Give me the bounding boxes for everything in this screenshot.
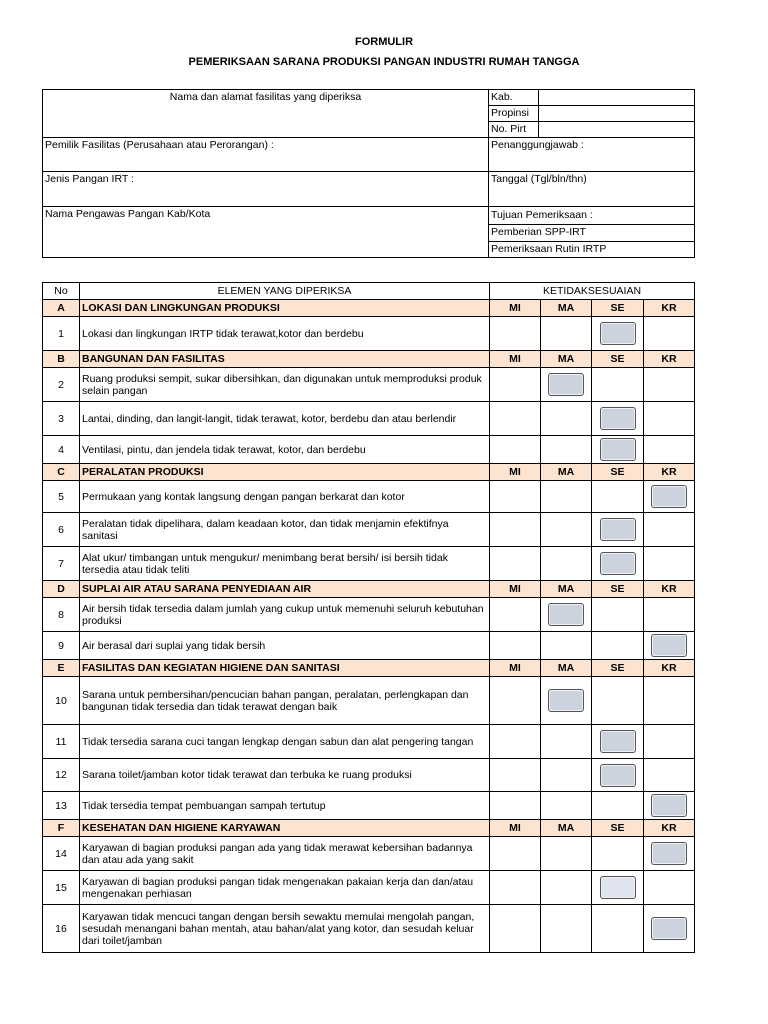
checklist-row [43, 905, 695, 953]
level-header-mi: MI [490, 820, 541, 837]
section-header-row [43, 351, 695, 368]
mark-cell-ma[interactable] [541, 871, 592, 905]
section-title: BANGUNAN DAN FASILITAS [80, 351, 490, 368]
level-header-ma: MA [541, 820, 592, 837]
mark-cell-se[interactable] [592, 677, 644, 725]
mark-cell-mi[interactable] [490, 725, 541, 759]
mark-cell-se[interactable] [592, 513, 644, 547]
item-description: Karyawan di bagian produksi pangan ada yang tidak merawat kebersihan badannya dan atau ada yang sakit [80, 837, 490, 871]
checked-box-icon[interactable] [651, 634, 687, 657]
mark-cell-kr[interactable] [644, 871, 695, 905]
checklist-row [43, 725, 695, 759]
checked-box-icon[interactable] [600, 764, 636, 787]
item-number: 15 [43, 871, 80, 905]
mark-cell-mi[interactable] [490, 513, 541, 547]
col-nonconformity-header: KETIDAKSESUAIAN [490, 283, 695, 300]
checklist-row [43, 481, 695, 513]
mark-cell-ma[interactable] [541, 725, 592, 759]
item-number: 10 [43, 677, 80, 725]
item-description: Lantai, dinding, dan langit-langit, tidak terawat, kotor, berdebu dan atau berlendir [80, 402, 490, 436]
level-header-kr: KR [644, 820, 695, 837]
propinsi-label: Propinsi [489, 106, 539, 122]
item-description: Ruang produksi sempit, sukar dibersihkan, dan digunakan untuk memproduksi produk selain pangan [80, 368, 490, 402]
level-header-kr: KR [644, 351, 695, 368]
mark-cell-ma[interactable] [541, 436, 592, 464]
mark-cell-se[interactable] [592, 632, 644, 660]
owner-field[interactable]: Pemilik Fasilitas (Perusahaan atau Perorangan) : [43, 138, 489, 172]
mark-cell-se[interactable] [592, 317, 644, 351]
item-description: Peralatan tidak dipelihara, dalam keadaan kotor, dan tidak menjamin efektifnya sanitasi [80, 513, 490, 547]
item-number: 1 [43, 317, 80, 351]
mark-cell-mi[interactable] [490, 677, 541, 725]
mark-cell-ma[interactable] [541, 632, 592, 660]
mark-cell-kr[interactable] [644, 368, 695, 402]
mark-cell-se[interactable] [592, 598, 644, 632]
mark-cell-ma[interactable] [541, 677, 592, 725]
mark-cell-ma[interactable] [541, 547, 592, 581]
mark-cell-ma[interactable] [541, 759, 592, 792]
section-header-row [43, 660, 695, 677]
mark-cell-se[interactable] [592, 759, 644, 792]
item-number: 7 [43, 547, 80, 581]
mark-cell-ma[interactable] [541, 905, 592, 953]
mark-cell-mi[interactable] [490, 837, 541, 871]
mark-cell-se[interactable] [592, 402, 644, 436]
item-description: Tidak tersedia tempat pembuangan sampah tertutup [80, 792, 490, 820]
mark-cell-kr[interactable] [644, 513, 695, 547]
checklist-row [43, 547, 695, 581]
mark-cell-kr[interactable] [644, 725, 695, 759]
checklist-row [43, 792, 695, 820]
mark-cell-ma[interactable] [541, 368, 592, 402]
mark-cell-kr[interactable] [644, 837, 695, 871]
purpose-label: Tujuan Pemeriksaan : [489, 207, 695, 225]
mark-cell-se[interactable] [592, 436, 644, 464]
level-header-mi: MI [490, 464, 541, 481]
date-field[interactable]: Tanggal (Tgl/bln/thn) [489, 172, 695, 207]
item-description: Karyawan di bagian produksi pangan tidak mengenakan pakaian kerja dan dan/atau mengenakan perhiasan [80, 871, 490, 905]
item-description: Permukaan yang kontak langsung dengan pangan berkarat dan kotor [80, 481, 490, 513]
mark-cell-kr[interactable] [644, 481, 695, 513]
mark-cell-mi[interactable] [490, 481, 541, 513]
col-element-header: ELEMEN YANG DIPERIKSA [80, 283, 490, 300]
checked-box-icon[interactable] [548, 689, 584, 712]
level-header-mi: MI [490, 300, 541, 317]
checked-box-icon[interactable] [600, 552, 636, 575]
item-description: Air berasal dari suplai yang tidak bersih [80, 632, 490, 660]
section-header-row [43, 300, 695, 317]
section-code: B [43, 351, 80, 368]
level-header-se: SE [592, 464, 644, 481]
checklist-row [43, 837, 695, 871]
section-code: F [43, 820, 80, 837]
item-description: Lokasi dan lingkungan IRTP tidak terawat,kotor dan berdebu [80, 317, 490, 351]
propinsi-field[interactable] [539, 106, 695, 122]
mark-cell-mi[interactable] [490, 871, 541, 905]
checklist-row [43, 632, 695, 660]
checked-box-icon[interactable] [651, 917, 687, 940]
mark-cell-se[interactable] [592, 871, 644, 905]
checklist-row [43, 402, 695, 436]
inspector-field[interactable]: Nama Pengawas Pangan Kab/Kota [43, 207, 489, 258]
mark-cell-ma[interactable] [541, 598, 592, 632]
level-header-se: SE [592, 660, 644, 677]
item-description: Air bersih tidak tersedia dalam jumlah yang cukup untuk memenuhi seluruh kebutuhan produksi [80, 598, 490, 632]
checklist-row [43, 759, 695, 792]
kab-field[interactable] [539, 90, 695, 106]
item-number: 12 [43, 759, 80, 792]
level-header-ma: MA [541, 660, 592, 677]
checked-box-icon[interactable] [600, 518, 636, 541]
section-code: D [43, 581, 80, 598]
checked-box-icon[interactable] [651, 794, 687, 817]
item-description: Alat ukur/ timbangan untuk mengukur/ menimbang berat bersih/ isi bersih tidak tersedia atau tidak teliti [80, 547, 490, 581]
mark-cell-ma[interactable] [541, 837, 592, 871]
mark-cell-mi[interactable] [490, 368, 541, 402]
mark-cell-se[interactable] [592, 481, 644, 513]
level-header-ma: MA [541, 464, 592, 481]
checklist-row [43, 677, 695, 725]
item-number: 4 [43, 436, 80, 464]
checked-box-icon[interactable] [548, 603, 584, 626]
inspection-table [42, 282, 695, 953]
level-header-mi: MI [490, 660, 541, 677]
checklist-row [43, 513, 695, 547]
checked-box-icon[interactable] [600, 438, 636, 461]
mark-cell-kr[interactable] [644, 317, 695, 351]
level-header-se: SE [592, 581, 644, 598]
mark-cell-mi[interactable] [490, 402, 541, 436]
mark-cell-mi[interactable] [490, 632, 541, 660]
mark-cell-se[interactable] [592, 547, 644, 581]
item-number: 9 [43, 632, 80, 660]
col-no-header: No [43, 283, 80, 300]
section-title: PERALATAN PRODUKSI [80, 464, 490, 481]
section-code: C [43, 464, 80, 481]
mark-cell-kr[interactable] [644, 598, 695, 632]
mark-cell-mi[interactable] [490, 792, 541, 820]
section-title: FASILITAS DAN KEGIATAN HIGIENE DAN SANITASI [80, 660, 490, 677]
section-title: SUPLAI AIR ATAU SARANA PENYEDIAAN AIR [80, 581, 490, 598]
mark-cell-ma[interactable] [541, 481, 592, 513]
facility-label: Nama dan alamat fasilitas yang diperiksa [43, 90, 489, 138]
mark-cell-kr[interactable] [644, 792, 695, 820]
item-number: 16 [43, 905, 80, 953]
mark-cell-mi[interactable] [490, 759, 541, 792]
no-pirt-label: No. Pirt [489, 122, 539, 138]
section-header-row [43, 820, 695, 837]
mark-cell-se[interactable] [592, 725, 644, 759]
form-subtitle: PEMERIKSAAN SARANA PRODUKSI PANGAN INDUSTRI RUMAH TANGGA [188, 56, 580, 68]
level-header-se: SE [592, 300, 644, 317]
level-header-kr: KR [644, 660, 695, 677]
mark-cell-kr[interactable] [644, 402, 695, 436]
mark-cell-ma[interactable] [541, 402, 592, 436]
level-header-kr: KR [644, 581, 695, 598]
checked-box-icon[interactable] [600, 730, 636, 753]
level-header-se: SE [592, 820, 644, 837]
mark-cell-mi[interactable] [490, 547, 541, 581]
facility-info-table [42, 89, 695, 258]
level-header-ma: MA [541, 300, 592, 317]
checklist-row [43, 368, 695, 402]
level-header-se: SE [592, 351, 644, 368]
section-header-row [43, 464, 695, 481]
checklist-row [43, 436, 695, 464]
mark-cell-kr[interactable] [644, 759, 695, 792]
checked-box-icon[interactable] [600, 322, 636, 345]
mark-cell-kr[interactable] [644, 632, 695, 660]
mark-cell-mi[interactable] [490, 598, 541, 632]
level-header-mi: MI [490, 351, 541, 368]
item-number: 8 [43, 598, 80, 632]
mark-cell-ma[interactable] [541, 513, 592, 547]
kab-label: Kab. [489, 90, 539, 106]
section-code: E [43, 660, 80, 677]
section-code: A [43, 300, 80, 317]
item-number: 6 [43, 513, 80, 547]
mark-cell-kr[interactable] [644, 905, 695, 953]
item-description: Sarana toilet/jamban kotor tidak terawat dan terbuka ke ruang produksi [80, 759, 490, 792]
item-number: 11 [43, 725, 80, 759]
checked-box-icon[interactable] [651, 485, 687, 508]
item-description: Karyawan tidak mencuci tangan dengan bersih sewaktu memulai mengolah pangan, sesudah menangani bahan mentah, atau bahan/alat yang kotor, dan sesudah keluar dari toilet/jamban [80, 905, 490, 953]
checklist-row [43, 871, 695, 905]
section-header-row [43, 581, 695, 598]
section-title: LOKASI DAN LINGKUNGAN PRODUKSI [80, 300, 490, 317]
level-header-mi: MI [490, 581, 541, 598]
item-description: Sarana untuk pembersihan/pencucian bahan pangan, peralatan, perlengkapan dan bangunan tidak tersedia dan tidak terawat dengan baik [80, 677, 490, 725]
checked-box-icon[interactable] [548, 373, 584, 396]
mark-cell-se[interactable] [592, 792, 644, 820]
checked-box-icon[interactable] [600, 407, 636, 430]
mark-cell-se[interactable] [592, 837, 644, 871]
no-pirt-field[interactable] [539, 122, 695, 138]
item-description: Ventilasi, pintu, dan jendela tidak terawat, kotor, dan berdebu [80, 436, 490, 464]
level-header-ma: MA [541, 581, 592, 598]
level-header-kr: KR [644, 300, 695, 317]
mark-cell-mi[interactable] [490, 317, 541, 351]
food-type-field[interactable]: Jenis Pangan IRT : [43, 172, 489, 207]
mark-cell-se[interactable] [592, 905, 644, 953]
item-number: 2 [43, 368, 80, 402]
level-header-ma: MA [541, 351, 592, 368]
checked-box-icon[interactable] [600, 876, 636, 899]
item-number: 14 [43, 837, 80, 871]
section-title: KESEHATAN DAN HIGIENE KARYAWAN [80, 820, 490, 837]
mark-cell-ma[interactable] [541, 792, 592, 820]
item-description: Tidak tersedia sarana cuci tangan lengkap dengan sabun dan alat pengering tangan [80, 725, 490, 759]
mark-cell-ma[interactable] [541, 317, 592, 351]
purpose-option-routine[interactable]: Pemeriksaan Rutin IRTP [489, 241, 695, 257]
checklist-row [43, 598, 695, 632]
form-title: FORMULIR [354, 36, 414, 48]
purpose-option-spp[interactable]: Pemberian SPP-IRT [489, 225, 695, 241]
mark-cell-se[interactable] [592, 368, 644, 402]
level-header-kr: KR [644, 464, 695, 481]
mark-cell-kr[interactable] [644, 677, 695, 725]
checklist-row [43, 317, 695, 351]
mark-cell-mi[interactable] [490, 905, 541, 953]
responsible-field[interactable]: Penanggungjawab : [489, 138, 695, 172]
checked-box-icon[interactable] [651, 842, 687, 865]
item-number: 13 [43, 792, 80, 820]
mark-cell-kr[interactable] [644, 436, 695, 464]
item-number: 5 [43, 481, 80, 513]
mark-cell-kr[interactable] [644, 547, 695, 581]
mark-cell-mi[interactable] [490, 436, 541, 464]
item-number: 3 [43, 402, 80, 436]
